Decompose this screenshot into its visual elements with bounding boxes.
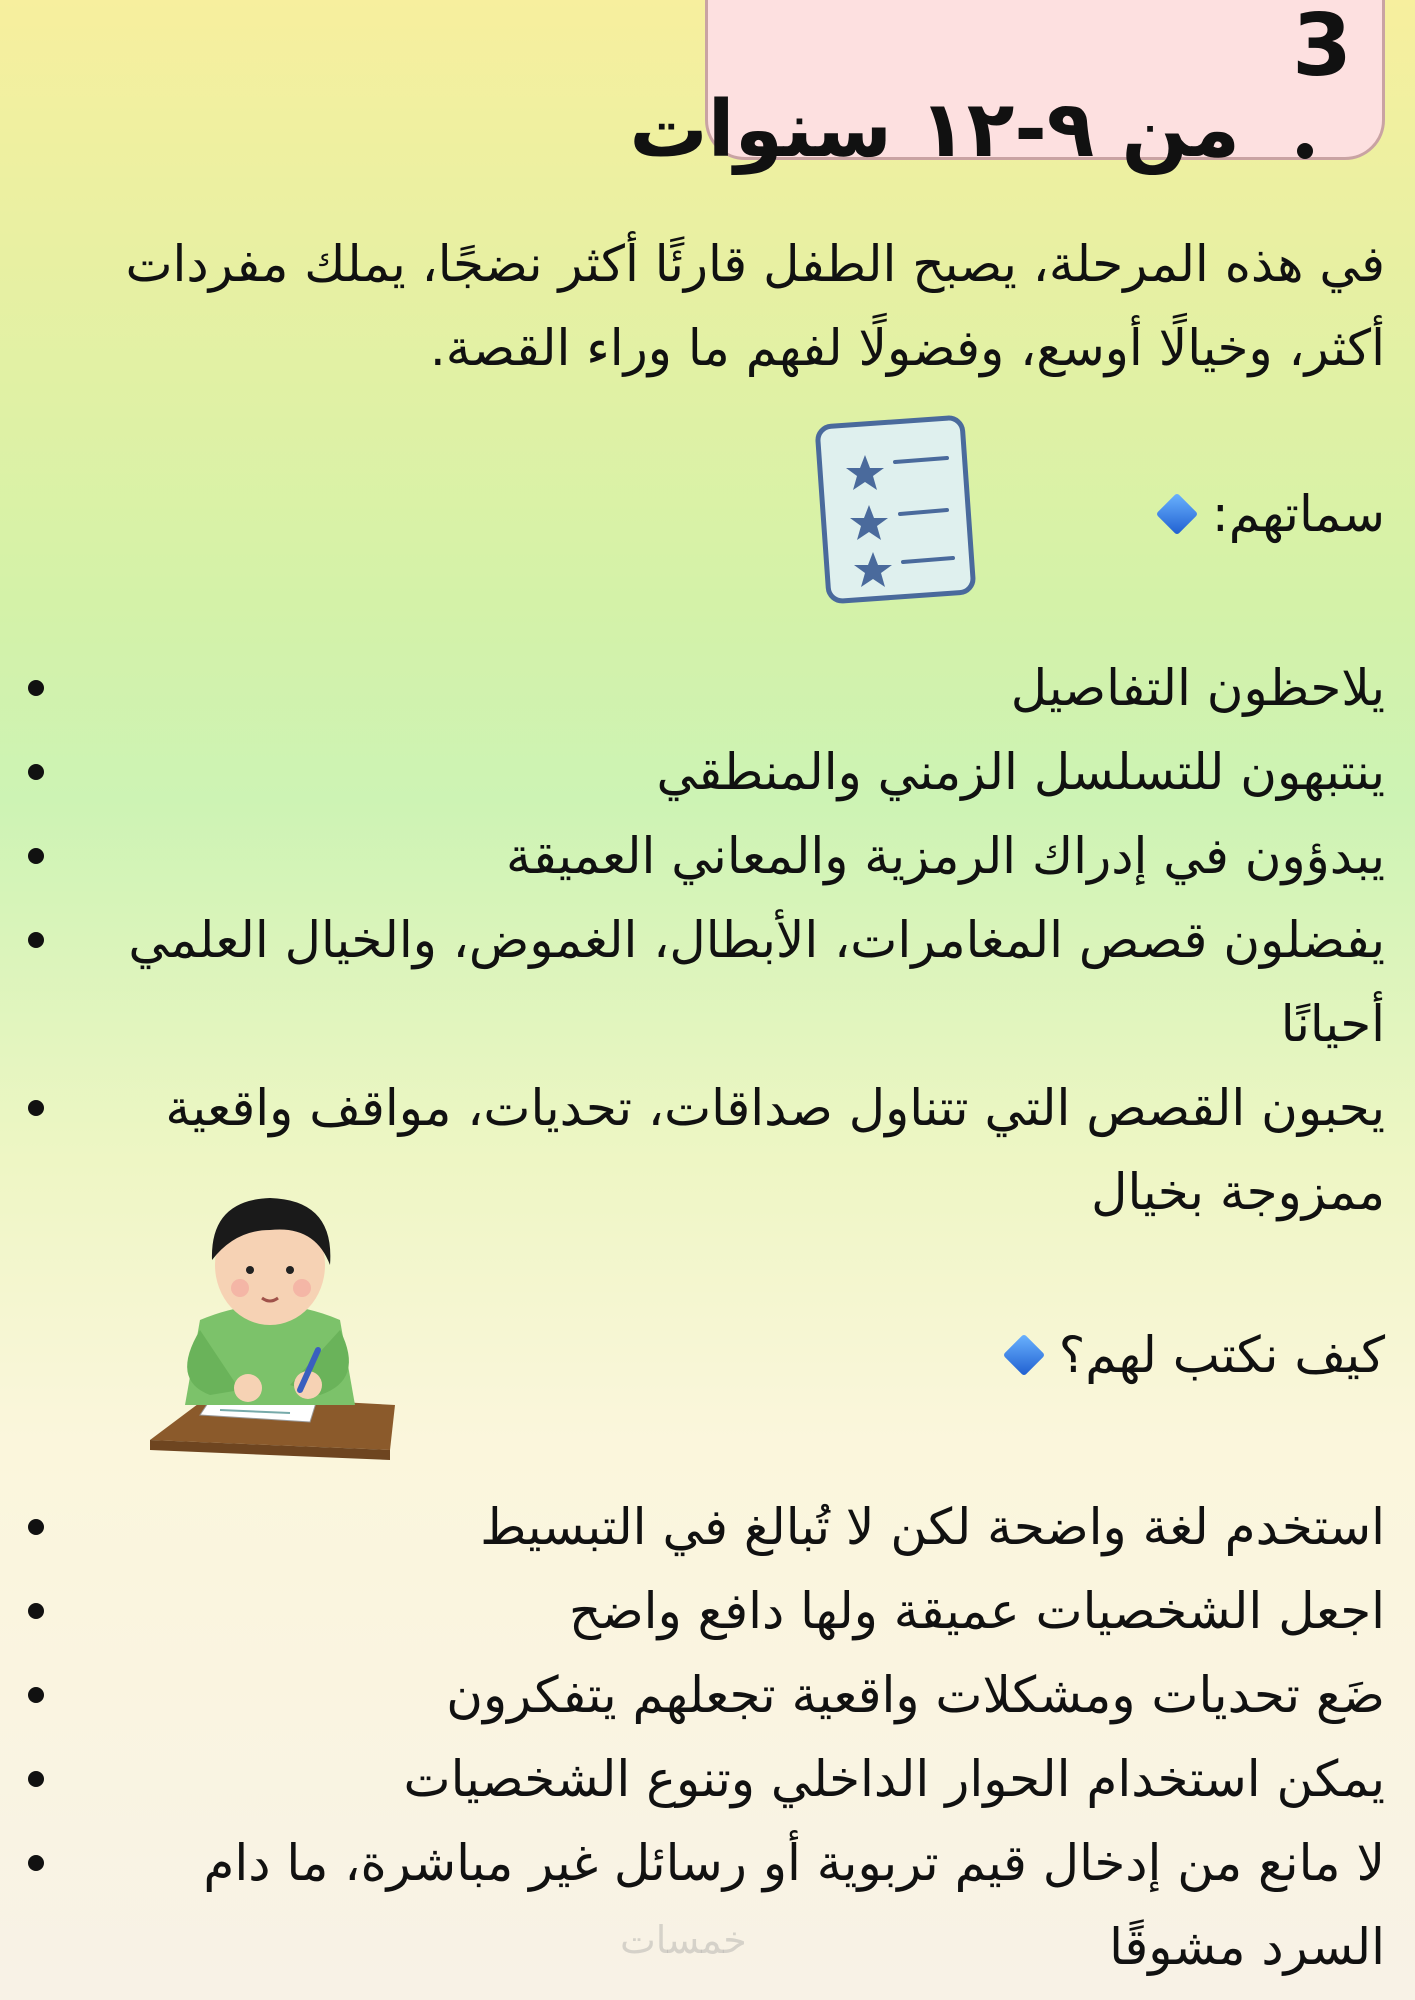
bullet-icon bbox=[28, 1100, 44, 1116]
list-item: ضَع تحديات ومشكلات واقعية تجعلهم يتفكرون bbox=[20, 1653, 1385, 1737]
traits-heading-text: سماتهم: bbox=[1211, 485, 1385, 543]
writing-heading bbox=[1009, 1325, 1385, 1385]
bullet-icon bbox=[28, 764, 44, 780]
bullet-icon bbox=[28, 1603, 44, 1619]
list-item: يلاحظون التفاصيل bbox=[20, 646, 1385, 730]
bullet-icon bbox=[28, 848, 44, 864]
boy-writing-illustration bbox=[140, 1180, 400, 1480]
list-item: اجعل الشخصيات عميقة ولها دافع واضح bbox=[20, 1569, 1385, 1653]
diamond-icon bbox=[1003, 1334, 1045, 1376]
watermark-logo: خمسات bbox=[620, 1918, 747, 1962]
writing-list bbox=[20, 1485, 1385, 1989]
writing-heading-text: كيف نكتب لهم؟ bbox=[1058, 1326, 1385, 1384]
list-item: لا مانع من إدخال قيم تربوية أو رسائل غير مباشرة، ما دام السرد مشوقًا bbox=[20, 1821, 1385, 1989]
bullet-icon bbox=[28, 1687, 44, 1703]
diamond-icon bbox=[1156, 493, 1198, 535]
list-item: استخدم لغة واضحة لكن لا تُبالغ في التبسيط bbox=[20, 1485, 1385, 1569]
list-item: يمكن استخدام الحوار الداخلي وتنوع الشخصيات bbox=[20, 1737, 1385, 1821]
title-dot bbox=[1297, 143, 1313, 159]
list-item: يحبون القصص التي تتناول صداقات، تحديات، مواقف واقعية ممزوجة بخيال bbox=[20, 1066, 1385, 1234]
list-item: ينتبهون للتسلسل الزمني والمنطقي bbox=[20, 730, 1385, 814]
checklist-icon bbox=[805, 410, 985, 610]
intro-paragraph: في هذه المرحلة، يصبح الطفل قارئًا أكثر نضجًا، يملك مفردات أكثر، وخيالًا أوسع، وفضولًا لفهم ما وراء القصة. bbox=[125, 235, 1385, 377]
list-item: يبدؤون في إدراك الرمزية والمعاني العميقة bbox=[20, 814, 1385, 898]
bullet-icon bbox=[28, 1519, 44, 1535]
list-item: يفضلون قصص المغامرات، الأبطال، الغموض، والخيال العلمي أحيانًا bbox=[20, 898, 1385, 1066]
traits-list bbox=[20, 646, 1385, 1234]
section-number: 3 bbox=[1292, 0, 1352, 96]
bullet-icon bbox=[28, 1855, 44, 1871]
bullet-icon bbox=[28, 1771, 44, 1787]
bullet-icon bbox=[28, 932, 44, 948]
bullet-icon bbox=[28, 680, 44, 696]
page-title: من ٩-١٢ سنوات bbox=[629, 85, 1240, 175]
traits-heading bbox=[1162, 484, 1385, 544]
